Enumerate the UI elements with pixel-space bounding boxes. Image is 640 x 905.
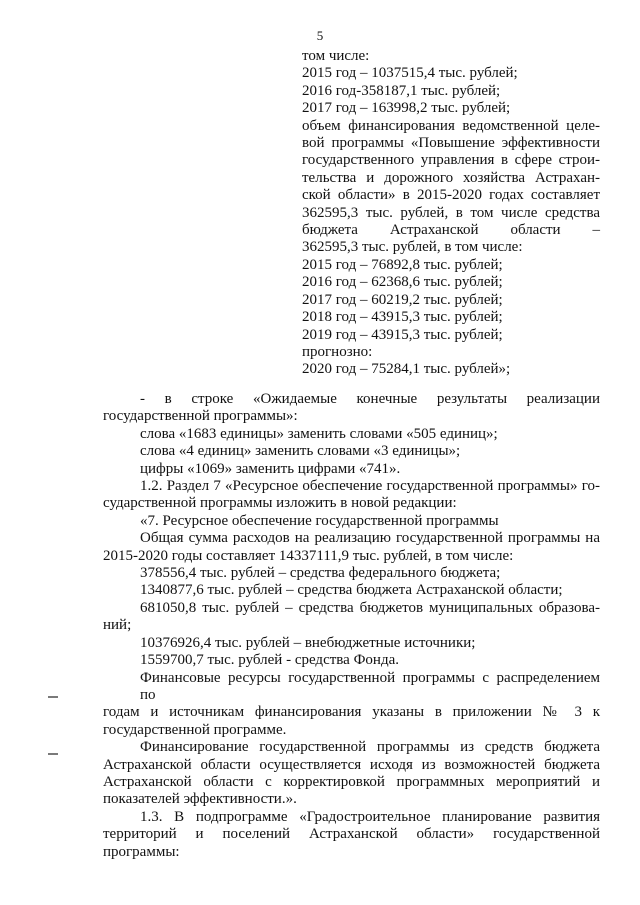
- text-line: государственного управления в сфере строи-: [302, 152, 600, 169]
- word: конечные: [356, 391, 418, 407]
- text-line: ской области» в 2015-2020 годах составляет: [302, 187, 600, 204]
- text-line: Астраханской области осуществляется исходя из возможностей бюджета: [103, 756, 600, 773]
- text-line: Астраханской области с корректировкой программных мероприятий и: [103, 773, 600, 790]
- text-line: Финансирование государственной программы из средств бюджета: [140, 739, 600, 756]
- text-line: 2019 год – 43915,3 тыс. рублей;: [302, 326, 503, 343]
- text-line: программы:: [103, 843, 180, 860]
- word: в: [164, 391, 172, 407]
- text-line: 362595,3 тыс. рублей, в том числе средства: [302, 204, 600, 221]
- word: Астраханской: [389, 222, 479, 239]
- text-line-spread: [302, 222, 600, 239]
- text-line: сударственной программы изложить в новой редакции:: [103, 495, 457, 512]
- text-line: тельства и дорожного хозяйства Астрахан-: [302, 169, 600, 186]
- text-line: 2016 год-358187,1 тыс. рублей;: [302, 82, 501, 99]
- text-line: 1.3. В подпрограмме «Градостроительное планирование развития: [140, 808, 600, 825]
- word: Астраханской: [308, 826, 398, 843]
- text-line: слова «1683 единицы» заменить словами «505 единиц»;: [140, 425, 498, 442]
- text-line: 2015 год – 1037515,4 тыс. рублей;: [302, 65, 518, 82]
- word: -: [140, 391, 145, 407]
- text-line: 2017 год – 60219,2 тыс. рублей;: [302, 291, 503, 308]
- word: –: [592, 222, 600, 239]
- text-line: вой программы «Повышение эффективности: [302, 135, 600, 152]
- text-line-spread: [103, 826, 600, 843]
- text-line: прогнозно:: [302, 343, 373, 360]
- word: реализации: [526, 391, 600, 407]
- text-line: 1559700,7 тыс. рублей - средства Фонда.: [140, 652, 399, 669]
- text-line: ний;: [103, 617, 132, 634]
- scan-mark: [48, 753, 58, 755]
- text-line: 2020 год – 75284,1 тыс. рублей»;: [302, 361, 511, 378]
- text-line: Общая сумма расходов на реализацию государственной программы на: [140, 530, 600, 547]
- word: поселений: [222, 826, 291, 843]
- text-line: государственной программы»:: [103, 408, 298, 425]
- text-line: 378556,4 тыс. рублей – средства федерального бюджета;: [140, 565, 501, 582]
- word: области: [510, 222, 561, 239]
- scan-mark: [48, 696, 58, 698]
- text-line-spread: [103, 391, 600, 408]
- word: государственной: [493, 826, 600, 843]
- text-line: 681050,8 тыс. рублей – средства бюджетов муниципальных образова-: [140, 599, 600, 616]
- word: строке: [191, 391, 234, 407]
- text-line: Финансовые ресурсы государственной программы с распределением по: [140, 669, 600, 703]
- word: результаты: [436, 391, 508, 407]
- right-column-block: [302, 48, 600, 379]
- word: «Ожидаемые: [252, 391, 337, 407]
- text-line: 2018 год – 43915,3 тыс. рублей;: [302, 309, 503, 326]
- text-line: 2017 год – 163998,2 тыс. рублей;: [302, 100, 511, 117]
- text-line: том числе:: [302, 48, 370, 64]
- text-line: 362595,3 тыс. рублей, в том числе:: [302, 239, 523, 256]
- text-line: 2015-2020 годы составляет 14337111,9 тыс. рублей, в том числе:: [103, 547, 514, 564]
- text-line: 2015 год – 76892,8 тыс. рублей;: [302, 256, 503, 273]
- text-line: 2016 год – 62368,6 тыс. рублей;: [302, 274, 503, 291]
- text-line: 1.2. Раздел 7 «Ресурсное обеспечение государственной программы» го-: [140, 478, 600, 495]
- text-line: годам и источникам финансирования указаны в приложении № 3 к: [103, 704, 600, 721]
- section-heading: «7. Ресурсное обеспечение государственной программы: [140, 512, 499, 529]
- text-line: цифры «1069» заменить цифрами «741».: [140, 460, 401, 477]
- word: области»: [416, 826, 475, 843]
- text-line: слова «4 единиц» заменить словами «3 единицы»;: [140, 443, 461, 460]
- word: бюджета: [302, 222, 358, 239]
- text-line: 10376926,4 тыс. рублей – внебюджетные источники;: [140, 634, 476, 651]
- word: и: [195, 826, 204, 843]
- text-line: показателей эффективности.».: [103, 791, 297, 808]
- word: территорий: [103, 826, 177, 843]
- main-text-block: [103, 391, 600, 861]
- text-line: 1340877,6 тыс. рублей – средства бюджета Астраханской области;: [140, 582, 563, 599]
- text-line: государственной программе.: [103, 721, 287, 738]
- text-line: объем финансирования ведомственной целе-: [302, 117, 600, 134]
- page-number: 5: [316, 28, 324, 43]
